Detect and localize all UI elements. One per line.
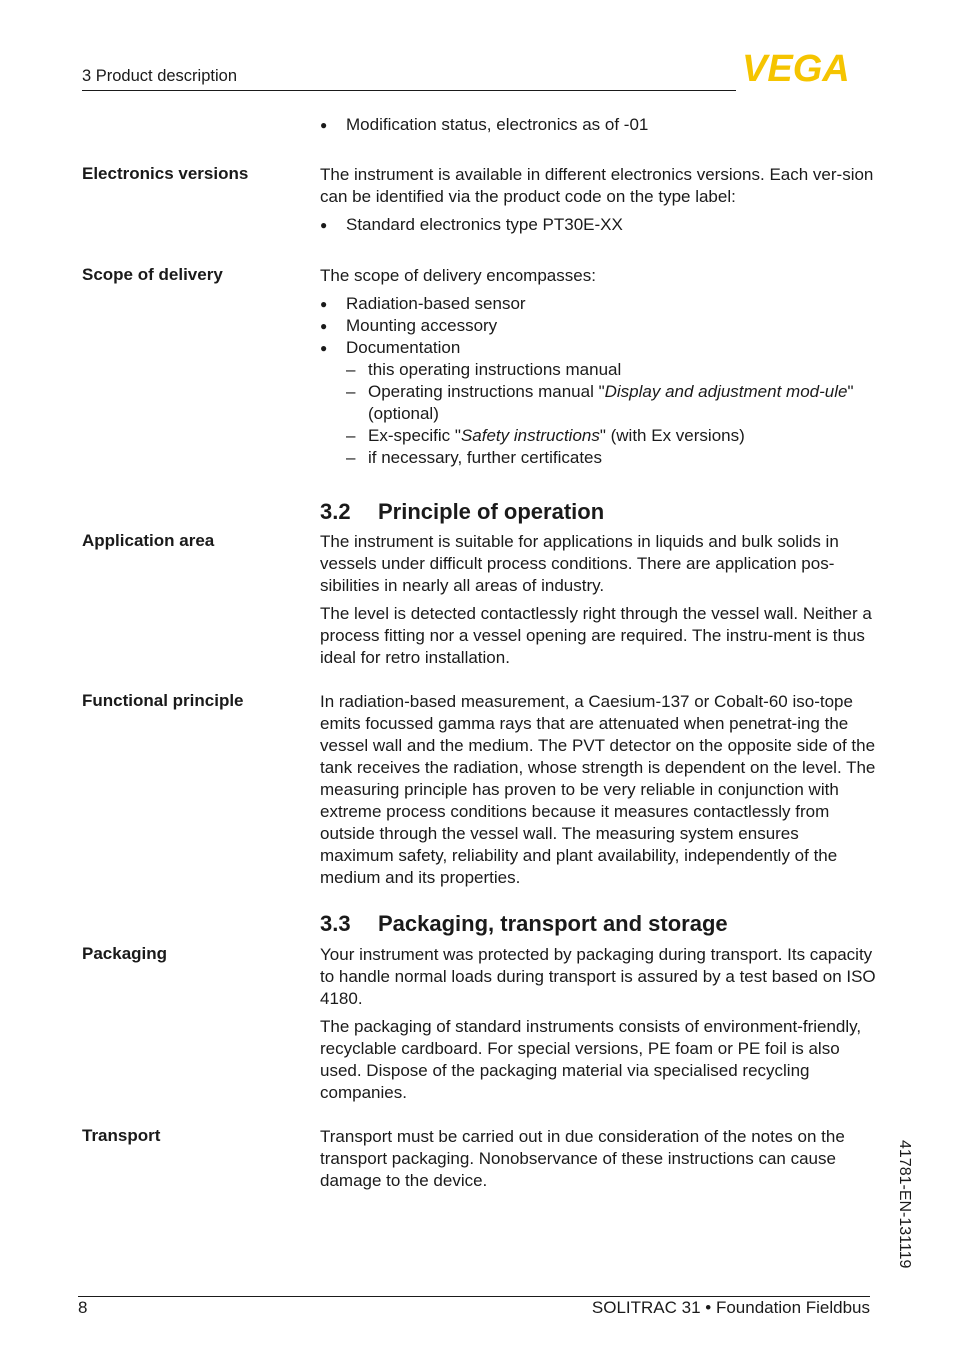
top-bullet-block [320,114,876,136]
electronics-block [320,164,876,236]
section-heading-3-3: 3.3 Packaging, transport and storage [320,911,728,936]
functional-block [320,691,876,895]
paragraph: The level is detected contactlessly right through the vessel wall. Neither a process fitting nor a vessel opening are required. The instru-ment is thus ideal for retro installation. [320,604,872,667]
footer-rule [78,1296,870,1297]
list-item: ● Documentation [320,337,876,359]
list-item: – Operating instructions manual "Display and adjustment mod-ule" (optional) [320,381,876,425]
paragraph: The packaging of standard instruments consists of environment-friendly, recyclable cardboard. For special versions, PE foam or PE foil is also used. Dispose of the packaging material via specialised recycling companies. [320,1017,862,1102]
packaging-block [320,944,876,1110]
document-code: 41781-EN-131119 [896,1140,913,1269]
list-item: ● Radiation-based sensor [320,293,876,315]
section-header: 3 Product description [82,67,238,85]
list-item: ● Mounting accessory [320,315,876,337]
vega-logo [742,50,872,84]
svg-text:VEGA: VEGA [742,50,850,84]
list-item: ● Standard electronics type PT30E-XX [320,214,876,236]
list-item: ● Modification status, electronics as of -01 [320,114,876,136]
label-functional-principle: Functional principle [82,691,244,710]
footer-title: SOLITRAC 31 • Foundation Fieldbus [591,1298,870,1317]
list-item: – Ex-specific "Safety instructions" (with Ex versions) [320,425,876,447]
list-item: – this operating instructions manual [320,359,876,381]
label-packaging: Packaging [82,944,168,963]
paragraph: The instrument is available in different electronics versions. Each ver-sion can be identified via the product code on the type label: [320,165,874,206]
page-number: 8 [78,1298,88,1317]
section-heading-3-2: 3.2 Principle of operation [320,499,605,524]
paragraph: Transport must be carried out in due consideration of the notes on the transport packaging. Nonobservance of these instructions can cause damage to the device. [320,1127,845,1190]
list-item: – if necessary, further certificates [320,447,876,469]
header-rule [82,90,736,91]
transport-block [320,1126,876,1198]
label-transport: Transport [82,1126,161,1145]
paragraph: The instrument is suitable for applications in liquids and bulk solids in vessels under difficult process conditions. There are application pos-sibilities in nearly all areas of industry. [320,532,839,595]
delivery-block [320,265,876,469]
paragraph: In radiation-based measurement, a Caesium-137 or Cobalt-60 iso-tope emits focussed gamma rays that are attenuated when penetrat-ing the vessel wall and the medium. The PVT detector on the opposite side of the tank receives the radiation, whose strength is dependent on the level. The measuring principle has proven to be very reliable in conjunction with extreme process conditions because it measures contactlessly from outside through the vessel wall. The measuring system ensures maximum safety, reliability and plant availability, independently of the medium and its properties. [320,692,876,887]
label-scope-of-delivery: Scope of delivery [82,265,223,284]
paragraph: Your instrument was protected by packaging during transport. Its capacity to handle normal loads during transport is assured by a test based on ISO 4180. [320,945,876,1008]
label-electronics-versions: Electronics versions [82,164,249,183]
paragraph: The scope of delivery encompasses: [320,266,596,285]
label-application-area: Application area [82,531,215,550]
application-block [320,531,876,675]
